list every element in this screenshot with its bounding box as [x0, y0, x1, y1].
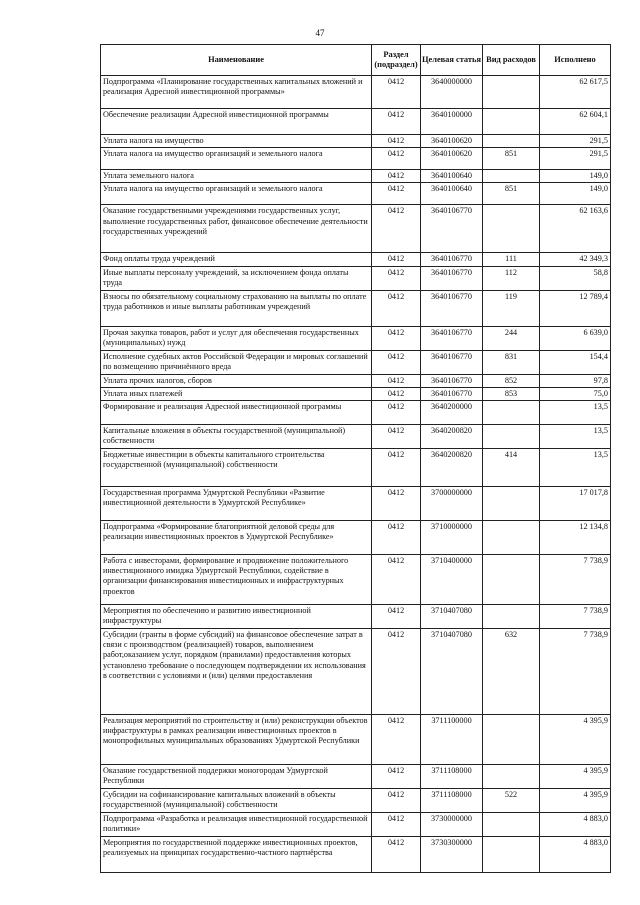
- row-target: 3711100000: [421, 715, 483, 765]
- row-section: 0412: [372, 290, 421, 326]
- row-section: 0412: [372, 813, 421, 837]
- row-target: 3640106770: [421, 350, 483, 374]
- row-name: Субсидии (гранты в форме субсидий) на финансовое обеспечение затрат в связи с производством (реализацией) товаров, выполнением работ,оказанием услуг, порядком (правилами) предоставления которых установлено требование о последующем подтверждении их использования в соответствии с условиями и (или) целями предоставления: [101, 629, 372, 715]
- row-section: 0412: [372, 449, 421, 487]
- row-name: Взносы по обязательному социальному страхованию на выплаты по оплате труда работников и иные выплаты работникам учреждений: [101, 290, 372, 326]
- row-target: 3710000000: [421, 521, 483, 555]
- row-name: Реализация мероприятий по строительству и (или) реконструкции объектов инфраструктуры в рамках реализации инвестиционных проектов в монопрофильных муниципальных образованиях Удмуртской Республики: [101, 715, 372, 765]
- row-target: 3640200820: [421, 425, 483, 449]
- row-expense-type: [483, 401, 540, 425]
- row-executed: 12 134,8: [540, 521, 611, 555]
- row-expense-type: 632: [483, 629, 540, 715]
- table-row: [101, 135, 611, 148]
- row-section: 0412: [372, 350, 421, 374]
- row-section: 0412: [372, 326, 421, 350]
- row-name: Подпрограмма «Планирование государственных капитальных вложений и реализация Адресной инвестиционной программы»: [101, 76, 372, 109]
- row-section: 0412: [372, 605, 421, 629]
- row-expense-type: 522: [483, 789, 540, 813]
- row-section: 0412: [372, 266, 421, 290]
- table-row: [101, 205, 611, 253]
- row-target: 3640100620: [421, 148, 483, 170]
- row-section: 0412: [372, 715, 421, 765]
- row-section: 0412: [372, 837, 421, 873]
- row-executed: 7 738,9: [540, 555, 611, 605]
- row-name: Подпрограмма «Формирование благоприятной деловой среды для реализации инвестиционных проектов в Удмуртской Республике»: [101, 521, 372, 555]
- row-target: 3640106770: [421, 205, 483, 253]
- row-executed: 4 395,9: [540, 789, 611, 813]
- row-executed: 4 395,9: [540, 715, 611, 765]
- row-expense-type: [483, 837, 540, 873]
- row-target: 3711108000: [421, 765, 483, 789]
- row-section: 0412: [372, 387, 421, 400]
- row-executed: 7 738,9: [540, 605, 611, 629]
- row-executed: 42 349,3: [540, 253, 611, 266]
- row-expense-type: [483, 170, 540, 183]
- table-row: [101, 487, 611, 521]
- row-target: 3640100640: [421, 183, 483, 205]
- row-name: Субсидии на софинансирование капитальных вложений в объекты государственной (муниципальной) собственности: [101, 789, 372, 813]
- row-name: Бюджетные инвестиции в объекты капитального строительства государственной (муниципальной) собственности: [101, 449, 372, 487]
- table-row: [101, 326, 611, 350]
- row-executed: 291,5: [540, 148, 611, 170]
- page-number: 47: [315, 28, 325, 38]
- row-name: Исполнение судебных актов Российской Федерации и мировых соглашений по возмещению причинённого вреда: [101, 350, 372, 374]
- row-executed: 12 789,4: [540, 290, 611, 326]
- row-executed: 13,5: [540, 449, 611, 487]
- row-expense-type: 112: [483, 266, 540, 290]
- row-name: Уплата прочих налогов, сборов: [101, 374, 372, 387]
- row-section: 0412: [372, 253, 421, 266]
- row-target: 3640106770: [421, 290, 483, 326]
- row-target: 3640106770: [421, 374, 483, 387]
- row-executed: 149,0: [540, 170, 611, 183]
- row-name: Работа с инвесторами, формирование и продвижение положительного инвестиционного имиджа Удмуртской Республики, содействие в организации финансирования инвестиционных и инфраструктурных проектов: [101, 555, 372, 605]
- row-name: Государственная программа Удмуртской Республики «Развитие инвестиционной деятельности в Удмуртской Республике»: [101, 487, 372, 521]
- row-name: Уплата налога на имущество организаций и земельного налога: [101, 183, 372, 205]
- row-expense-type: 853: [483, 387, 540, 400]
- row-section: 0412: [372, 374, 421, 387]
- row-section: 0412: [372, 170, 421, 183]
- row-expense-type: [483, 555, 540, 605]
- table-header-row: [101, 45, 611, 76]
- row-name: Уплата иных платежей: [101, 387, 372, 400]
- table-row: [101, 253, 611, 266]
- row-section: 0412: [372, 555, 421, 605]
- row-section: 0412: [372, 629, 421, 715]
- row-name: Иные выплаты персоналу учреждений, за исключением фонда оплаты труда: [101, 266, 372, 290]
- table-row: [101, 555, 611, 605]
- row-expense-type: 852: [483, 374, 540, 387]
- row-name: Уплата земельного налога: [101, 170, 372, 183]
- row-section: 0412: [372, 135, 421, 148]
- table-row: [101, 350, 611, 374]
- table-row: [101, 765, 611, 789]
- row-target: 3710407080: [421, 605, 483, 629]
- table-row: [101, 148, 611, 170]
- row-target: 3711108000: [421, 789, 483, 813]
- row-expense-type: 119: [483, 290, 540, 326]
- row-expense-type: 851: [483, 183, 540, 205]
- row-section: 0412: [372, 425, 421, 449]
- row-section: 0412: [372, 183, 421, 205]
- row-name: Фонд оплаты труда учреждений: [101, 253, 372, 266]
- row-name: Оказание государственной поддержки моногородам Удмуртской Республики: [101, 765, 372, 789]
- table-row: [101, 266, 611, 290]
- row-executed: 58,8: [540, 266, 611, 290]
- row-expense-type: [483, 425, 540, 449]
- row-section: 0412: [372, 148, 421, 170]
- row-section: 0412: [372, 109, 421, 135]
- row-executed: 154,4: [540, 350, 611, 374]
- row-executed: 13,5: [540, 425, 611, 449]
- row-section: 0412: [372, 487, 421, 521]
- table-row: [101, 183, 611, 205]
- row-expense-type: 414: [483, 449, 540, 487]
- table-row: [101, 290, 611, 326]
- row-expense-type: 851: [483, 148, 540, 170]
- row-expense-type: [483, 605, 540, 629]
- row-section: 0412: [372, 205, 421, 253]
- row-expense-type: [483, 205, 540, 253]
- table-row: [101, 813, 611, 837]
- row-target: 3640200820: [421, 449, 483, 487]
- header-expense-type: Вид расходов: [483, 45, 540, 76]
- row-executed: 75,0: [540, 387, 611, 400]
- row-expense-type: [483, 109, 540, 135]
- row-name: Капитальные вложения в объекты государственной (муниципальной) собственности: [101, 425, 372, 449]
- row-expense-type: [483, 135, 540, 148]
- row-executed: 4 883,0: [540, 813, 611, 837]
- table-row: [101, 837, 611, 873]
- row-name: Уплата налога на имущество: [101, 135, 372, 148]
- header-target: Целевая статья: [421, 45, 483, 76]
- row-target: 3640100620: [421, 135, 483, 148]
- row-target: 3730300000: [421, 837, 483, 873]
- row-target: 3640100640: [421, 170, 483, 183]
- table-row: [101, 715, 611, 765]
- row-executed: 62 163,6: [540, 205, 611, 253]
- row-target: 3640106770: [421, 387, 483, 400]
- row-expense-type: [483, 76, 540, 109]
- row-expense-type: [483, 487, 540, 521]
- row-expense-type: 244: [483, 326, 540, 350]
- row-name: Обеспечение реализации Адресной инвестиционной программы: [101, 109, 372, 135]
- row-target: 3640100000: [421, 109, 483, 135]
- row-target: 3640106770: [421, 266, 483, 290]
- row-executed: 62 604,1: [540, 109, 611, 135]
- header-executed: Исполнено: [540, 45, 611, 76]
- row-executed: 6 639,0: [540, 326, 611, 350]
- row-name: Уплата налога на имущество организаций и земельного налога: [101, 148, 372, 170]
- row-expense-type: [483, 521, 540, 555]
- row-executed: 149,0: [540, 183, 611, 205]
- table-row: [101, 401, 611, 425]
- row-executed: 62 617,5: [540, 76, 611, 109]
- row-executed: 4 395,9: [540, 765, 611, 789]
- table-row: [101, 605, 611, 629]
- row-section: 0412: [372, 765, 421, 789]
- row-target: 3640106770: [421, 326, 483, 350]
- table-row: [101, 387, 611, 400]
- row-expense-type: [483, 765, 540, 789]
- row-name: Прочая закупка товаров, работ и услуг для обеспечения государственных (муниципальных) нужд: [101, 326, 372, 350]
- row-name: Оказание государственными учреждениями государственных услуг, выполнение государственных работ, финансовое обеспечение деятельности государственных учреждений: [101, 205, 372, 253]
- row-name: Мероприятия по обеспечению и развитию инвестиционной инфраструктуры: [101, 605, 372, 629]
- row-expense-type: 111: [483, 253, 540, 266]
- row-executed: 17 017,8: [540, 487, 611, 521]
- row-name: Подпрограмма «Разработка и реализация инвестиционной государственной политики»: [101, 813, 372, 837]
- table-row: [101, 109, 611, 135]
- row-name: Формирование и реализация Адресной инвестиционной программы: [101, 401, 372, 425]
- row-name: Мероприятия по государственной поддержке инвестиционных проектов, реализуемых на принципах государственно-частного партнёрства: [101, 837, 372, 873]
- row-target: 3640200000: [421, 401, 483, 425]
- table-row: [101, 449, 611, 487]
- table-row: [101, 76, 611, 109]
- row-expense-type: 831: [483, 350, 540, 374]
- table-row: [101, 789, 611, 813]
- budget-execution-table: [100, 44, 611, 873]
- row-section: 0412: [372, 521, 421, 555]
- header-section: Раздел (подраздел): [372, 45, 421, 76]
- table-row: [101, 374, 611, 387]
- table-row: [101, 425, 611, 449]
- row-section: 0412: [372, 789, 421, 813]
- table-row: [101, 521, 611, 555]
- row-section: 0412: [372, 76, 421, 109]
- row-executed: 291,5: [540, 135, 611, 148]
- row-target: 3710407080: [421, 629, 483, 715]
- row-executed: 13,5: [540, 401, 611, 425]
- row-expense-type: [483, 813, 540, 837]
- row-expense-type: [483, 715, 540, 765]
- row-target: 3640000000: [421, 76, 483, 109]
- header-name: Наименование: [101, 45, 372, 76]
- row-executed: 4 883,0: [540, 837, 611, 873]
- row-executed: 97,8: [540, 374, 611, 387]
- row-executed: 7 738,9: [540, 629, 611, 715]
- table-row: [101, 170, 611, 183]
- row-target: 3730000000: [421, 813, 483, 837]
- row-target: 3700000000: [421, 487, 483, 521]
- row-target: 3640106770: [421, 253, 483, 266]
- row-target: 3710400000: [421, 555, 483, 605]
- row-section: 0412: [372, 401, 421, 425]
- table-row: [101, 629, 611, 715]
